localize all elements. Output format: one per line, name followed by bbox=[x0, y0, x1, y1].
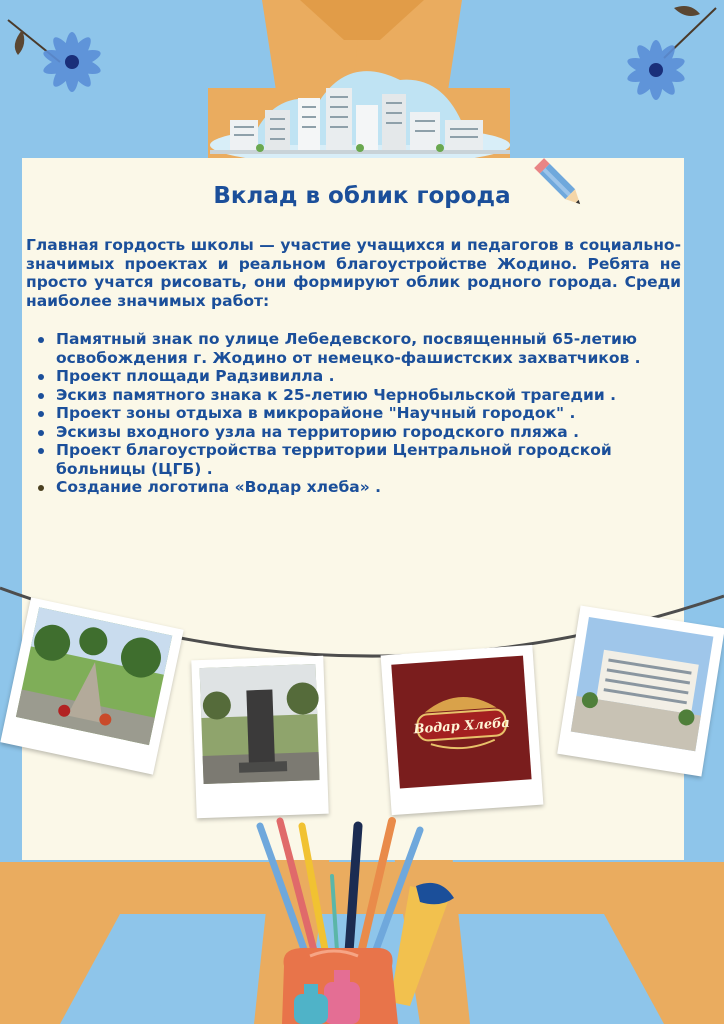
list-item: Эскизы входного узла на территорию городского пляжа . bbox=[34, 423, 674, 442]
list-item: Проект благоустройства территории Центральной городской больницы (ЦГБ) . bbox=[34, 441, 674, 478]
page-title: Вклад в облик города bbox=[213, 183, 511, 209]
photo-logo bbox=[381, 645, 544, 815]
list-item: Эскиз памятного знака к 25-летию Чернобыльской трагедии . bbox=[34, 386, 674, 405]
list-item: Проект зоны отдыха в микрорайоне "Научный городок" . bbox=[34, 404, 674, 423]
paint-brushes-icon bbox=[240, 816, 470, 1024]
photo-chernobyl-monument bbox=[191, 656, 328, 819]
logo-text: Водар Хлеба bbox=[413, 715, 511, 738]
list-item: Создание логотипа «Водар хлеба» . bbox=[34, 478, 674, 497]
list-item: Памятный знак по улице Лебедевского, посвященный 65-летию освобождения г. Жодино от немецко-фашистских захватчиков . bbox=[34, 330, 674, 367]
city-skyline-icon bbox=[210, 50, 510, 160]
list-item: Проект площади Радзивилла . bbox=[34, 367, 674, 386]
flower-icon bbox=[604, 0, 724, 110]
photo-memorial-sign bbox=[0, 597, 183, 774]
flower-icon bbox=[0, 0, 120, 110]
works-list bbox=[34, 330, 674, 497]
intro-paragraph: Главная гордость школы — участие учащихся и педагогов в социально-значимых проектах и реальном благоустройстве Жодино. Ребята не просто учатся рисовать, они формируют облик родного города. Среди наиболее значимых работ: bbox=[26, 236, 681, 310]
photo-hospital bbox=[557, 606, 724, 777]
